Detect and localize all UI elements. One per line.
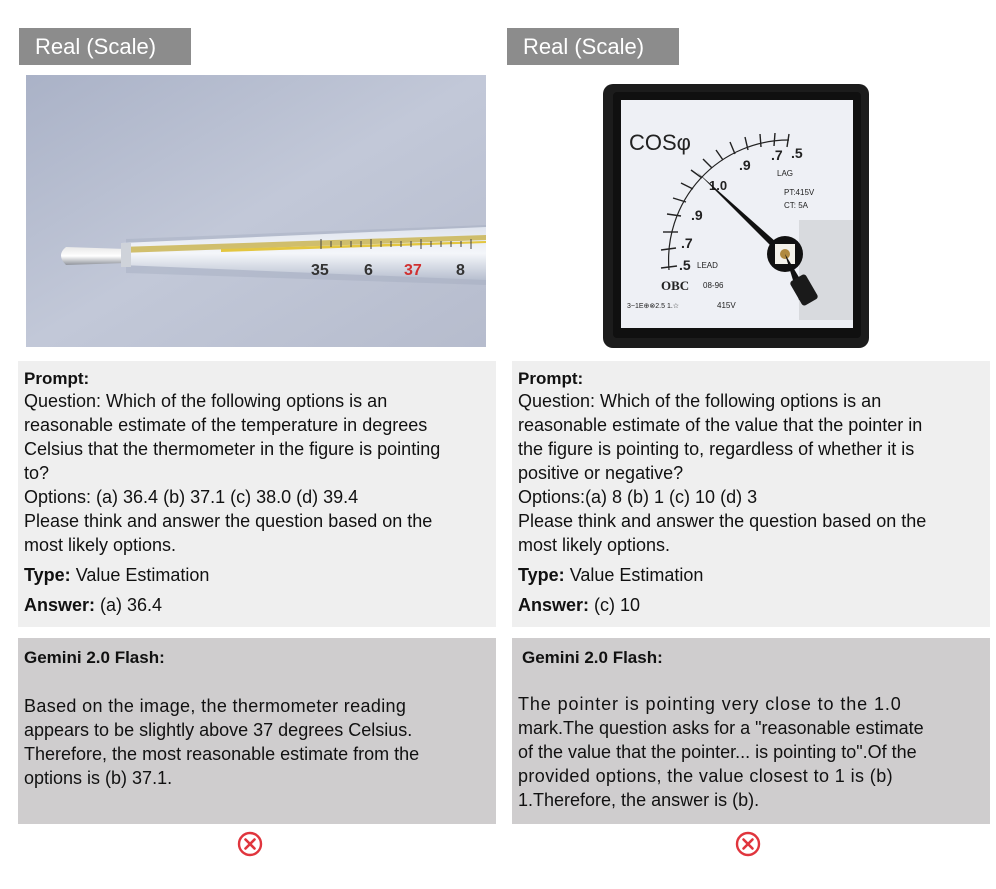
question-line: Question: Which of the following options is an — [24, 391, 388, 411]
model-label: 08-96 — [703, 281, 724, 290]
question-line: Options: (a) 36.4 (b) 37.1 (c) 38.0 (d) 39.4 — [24, 487, 359, 507]
thermometer-photo — [26, 75, 486, 347]
pt-label: PT:415V — [784, 188, 815, 197]
question-line: Celsius that the thermometer in the figure is pointing — [24, 439, 441, 459]
volt-label: 415V — [717, 301, 736, 310]
model-response-text — [24, 694, 488, 790]
prompt-title: Prompt: — [518, 369, 584, 388]
wrong-x-icon — [735, 831, 761, 857]
type-row — [24, 563, 488, 587]
type-value: Value Estimation — [75, 565, 210, 585]
wrong-x-icon — [237, 831, 263, 857]
ct-label: CT: 5A — [784, 201, 809, 210]
question-text — [518, 389, 982, 557]
model-name: Gemini 2.0 Flash: — [522, 648, 663, 667]
response-line: options is (b) 37.1. — [24, 768, 173, 788]
answer-row — [518, 593, 982, 617]
question-line: most likely options. — [518, 535, 671, 555]
scale-label: .9 — [691, 207, 703, 223]
model-name: Gemini 2.0 Flash: — [24, 648, 165, 667]
response-line: 1.Therefore, the answer is (b). — [518, 790, 760, 810]
response-line: appears to be slightly above 37 degrees Celsius. — [24, 720, 413, 740]
scale-label: .7 — [681, 235, 693, 251]
question-line: Please think and answer the question based on the — [518, 511, 927, 531]
scale-label: .5 — [679, 257, 691, 273]
question-line: Question: Which of the following options is an — [518, 391, 882, 411]
spec-label: 3~1E⊕⊗2.5 1.☆ — [627, 303, 680, 310]
question-line: the figure is pointing to, regardless of whether it is — [518, 439, 915, 459]
power-factor-meter-photo — [599, 80, 873, 352]
response-line: Therefore, the most reasonable estimate from the — [24, 744, 420, 764]
scale-label: .5 — [791, 145, 803, 161]
tick-label-35: 35 — [311, 262, 329, 279]
model-response-panel — [18, 638, 496, 824]
answer-value: (c) 10 — [594, 595, 641, 615]
type-label: Type: — [518, 565, 565, 585]
response-line: The pointer is pointing very close to the 1.0 — [518, 694, 902, 714]
prompt-panel — [18, 361, 496, 627]
question-line: Please think and answer the question based on the — [24, 511, 433, 531]
category-tag: Real (Scale) — [507, 28, 679, 65]
question-line: most likely options. — [24, 535, 177, 555]
scale-label: 1.0 — [709, 178, 728, 193]
question-line: reasonable estimate of the temperature in degrees — [24, 415, 428, 435]
scale-label: .9 — [739, 157, 751, 173]
question-line: positive or negative? — [518, 463, 684, 483]
answer-value: (a) 36.4 — [100, 595, 163, 615]
model-response-text — [518, 692, 982, 812]
question-line: to? — [24, 463, 50, 483]
model-response-panel — [512, 638, 990, 824]
prompt-title: Prompt: — [24, 369, 90, 388]
scale-label: .7 — [771, 147, 783, 163]
answer-label: Answer: — [518, 595, 590, 615]
cos-phi-label: COSφ — [629, 130, 691, 155]
tick-label-8: 8 — [456, 262, 465, 279]
question-line: Options:(a) 8 (b) 1 (c) 10 (d) 3 — [518, 487, 758, 507]
tick-label-37: 37 — [404, 262, 422, 279]
response-line: of the value that the pointer... is pointing to".Of the — [518, 742, 917, 762]
response-line: Based on the image, the thermometer reading — [24, 696, 407, 716]
answer-row — [24, 593, 488, 617]
brand-label: OBC — [661, 278, 690, 293]
response-line: mark.The question asks for a "reasonable estimate — [518, 718, 924, 738]
type-row — [518, 563, 982, 587]
lead-label: LEAD — [697, 261, 718, 270]
lag-label: LAG — [777, 169, 794, 178]
tick-label-6: 6 — [364, 262, 373, 279]
prompt-panel — [512, 361, 990, 627]
question-line: reasonable estimate of the value that the pointer in — [518, 415, 923, 435]
answer-label: Answer: — [24, 595, 96, 615]
question-text — [24, 389, 488, 557]
response-line: provided options, the value closest to 1 is (b) — [518, 766, 893, 786]
type-label: Type: — [24, 565, 71, 585]
category-tag: Real (Scale) — [19, 28, 191, 65]
type-value: Value Estimation — [569, 565, 704, 585]
